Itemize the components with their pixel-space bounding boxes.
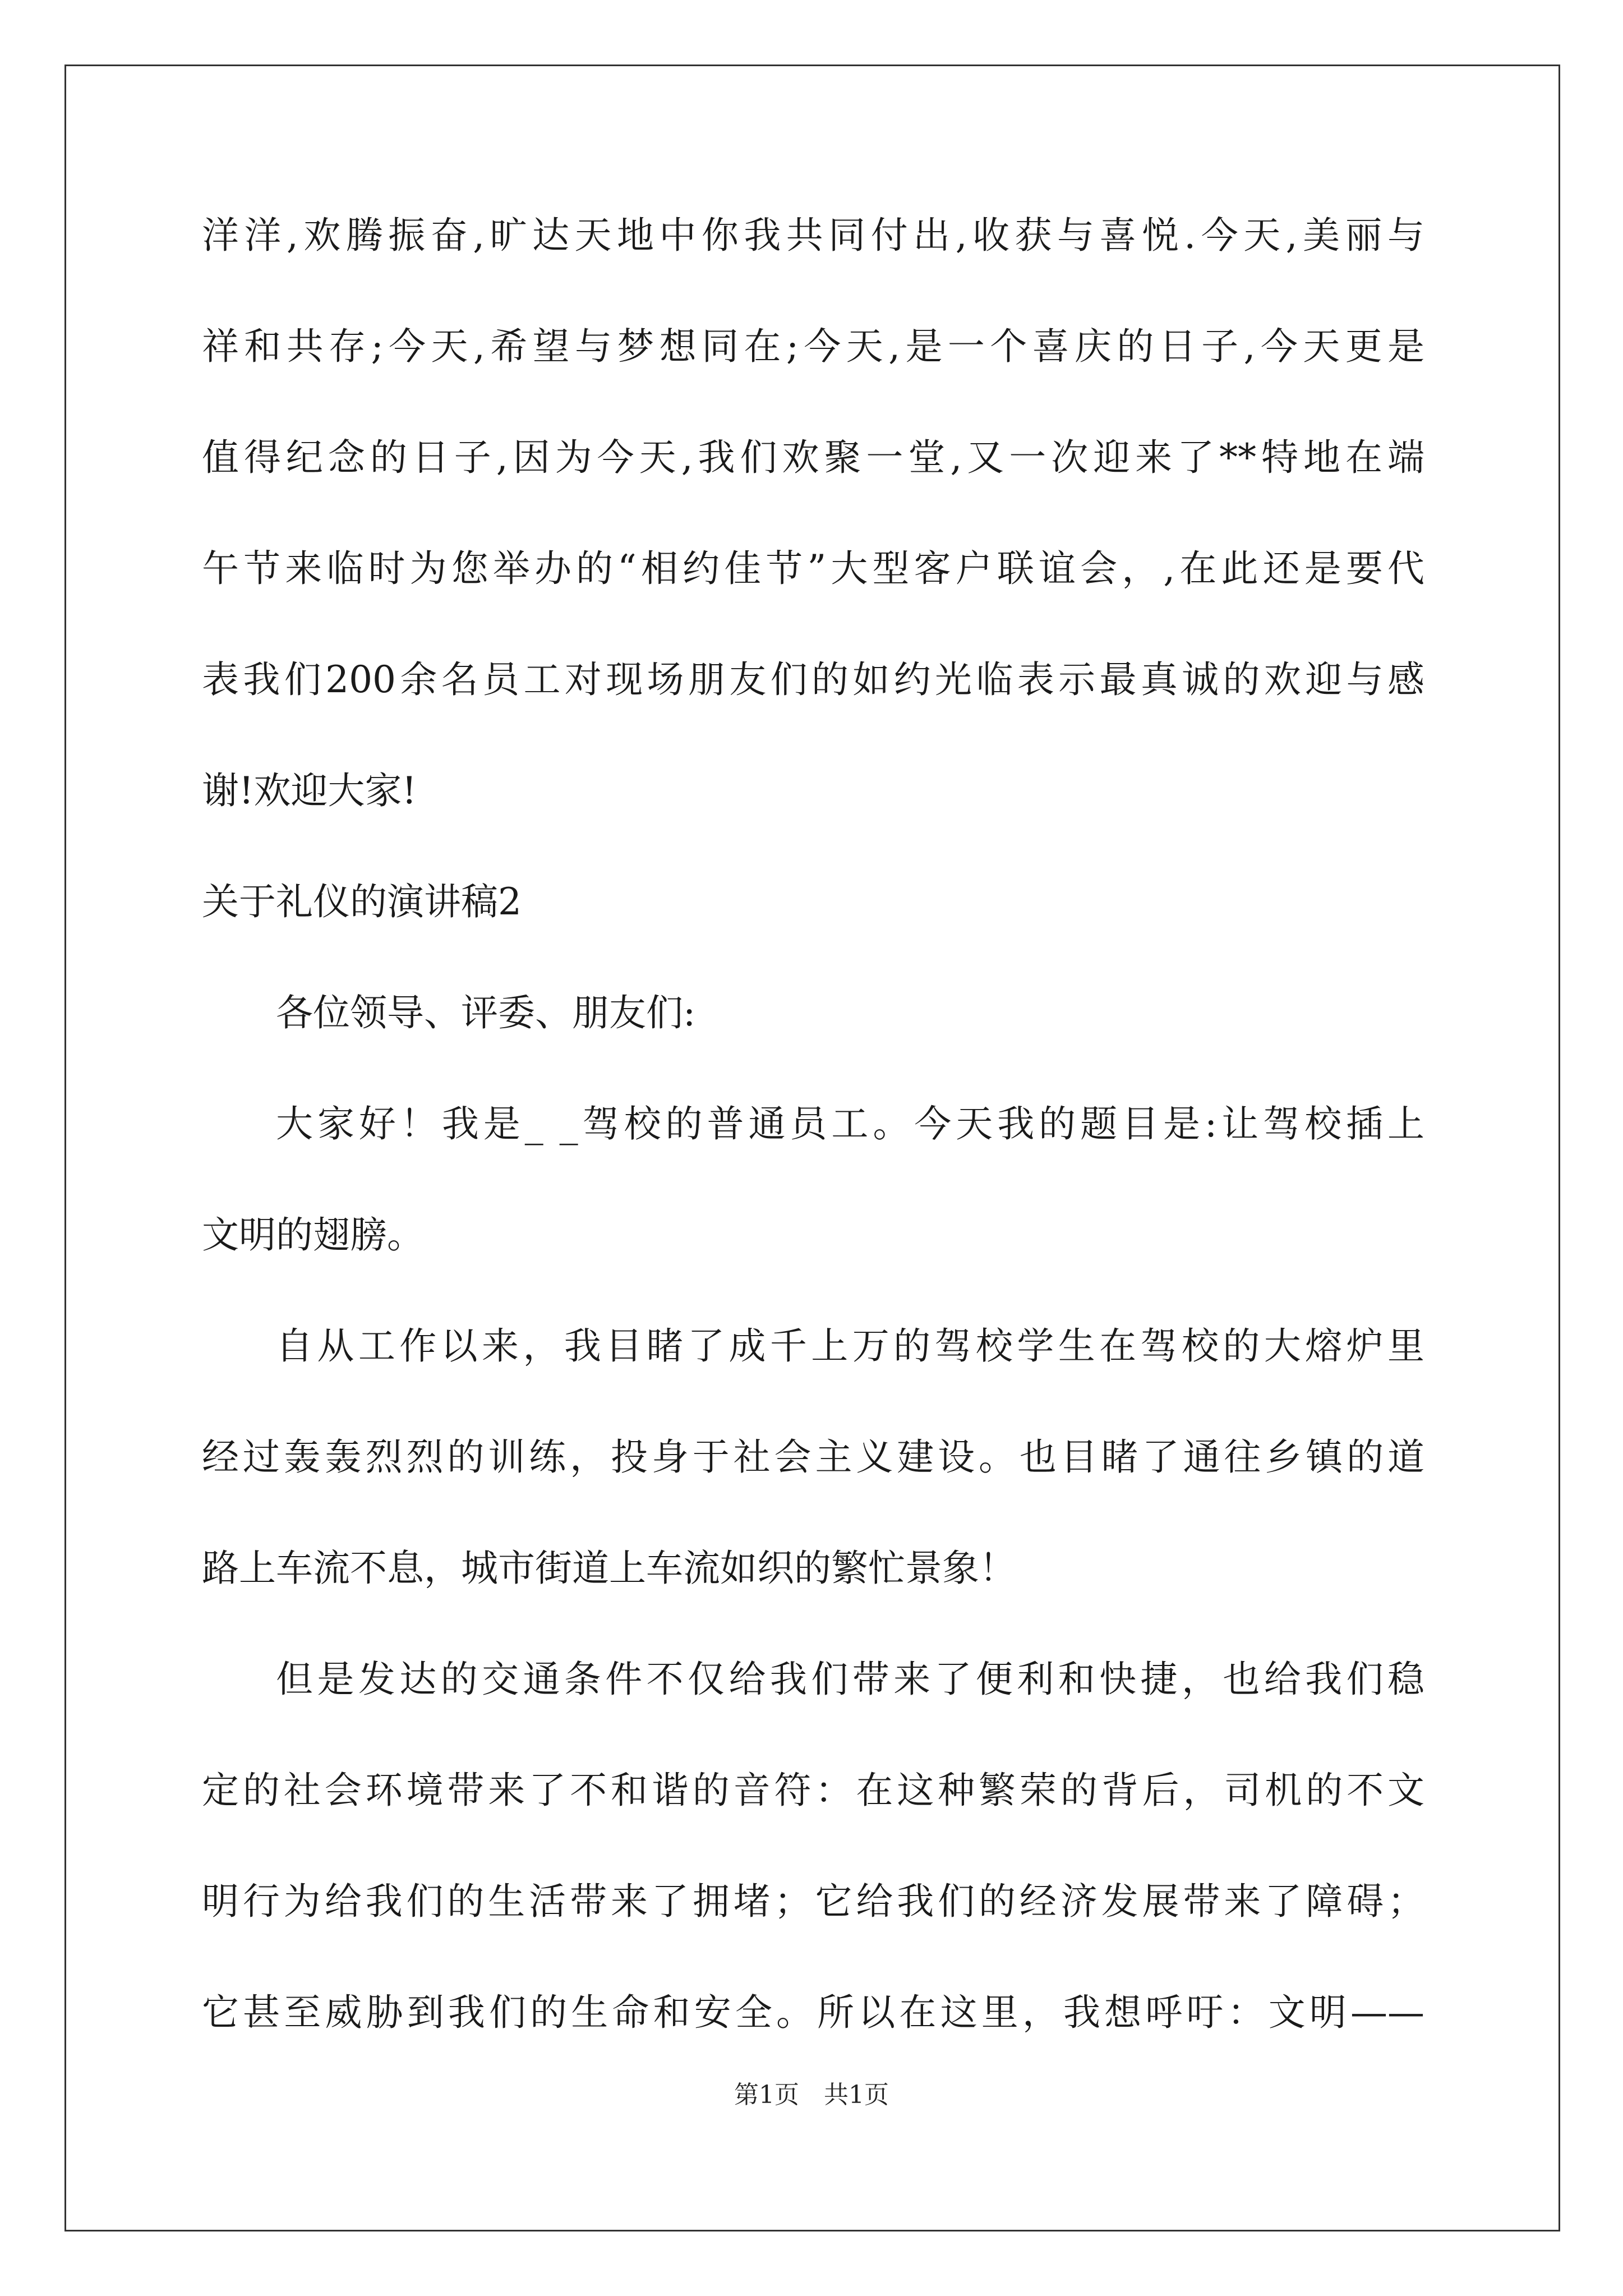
- document-body: [202, 208, 1424, 2096]
- paragraph-line: 祥和共存;今天,希望与梦想同在;今天,是一个喜庆的日子,今天更是: [202, 325, 1424, 368]
- paragraph-line: 路上车流不息，城市街道上车流如织的繁忙景象！: [202, 1547, 1016, 1590]
- paragraph-line: 洋洋,欢腾振奋,旷达天地中你我共同付出,收获与喜悦.今天,美丽与: [202, 214, 1424, 257]
- paragraph-line: 自从工作以来，我目睹了成千上万的驾校学生在驾校的大熔炉里: [276, 1324, 1424, 1368]
- page-number: 第1页: [734, 2081, 799, 2109]
- page-total: 共1页: [824, 2081, 889, 2109]
- paragraph-line: 表我们200余名员工对现场朋友们的如约光临表示最真诚的欢迎与感: [202, 658, 1424, 701]
- paragraph-line: 但是发达的交通条件不仅给我们带来了便利和快捷，也给我们稳: [276, 1658, 1424, 1701]
- paragraph-line: 定的社会环境带来了不和谐的音符：在这种繁荣的背后，司机的不文: [202, 1769, 1424, 1812]
- paragraph-line: 午节来临时为您举办的“相约佳节”大型客户联谊会，,在此还是要代: [202, 547, 1424, 590]
- paragraph-line: 文明的翅膀。: [202, 1213, 424, 1257]
- paragraph-line: 值得纪念的日子,因为今天,我们欢聚一堂,又一次迎来了**特地在端: [202, 436, 1424, 479]
- greeting-line: 各位领导、评委、朋友们:: [276, 991, 696, 1034]
- paragraph-line: 经过轰轰烈烈的训练，投身于社会主义建设。也目睹了通往乡镇的道: [202, 1435, 1424, 1479]
- paragraph-line: 它甚至威胁到我们的生命和安全。所以在这里，我想呼吁：文明——: [202, 1991, 1424, 2034]
- page-footer: [0, 2078, 1623, 2112]
- section-heading: 关于礼仪的演讲稿2: [202, 880, 522, 923]
- paragraph-line: 谢!欢迎大家!: [202, 769, 417, 812]
- paragraph-line: 大家好！我是_ _驾校的普通员工。今天我的题目是:让驾校插上: [276, 1102, 1424, 1145]
- paragraph-line: 明行为给我们的生活带来了拥堵；它给我们的经济发展带来了障碍；: [202, 1880, 1424, 1923]
